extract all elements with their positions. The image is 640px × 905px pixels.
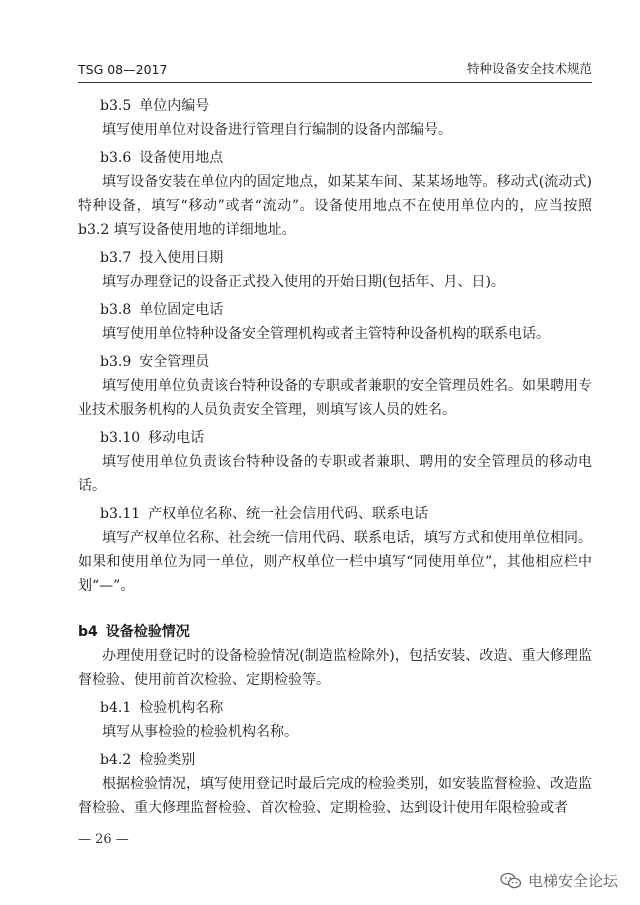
paragraph: 填写使用单位特种设备安全管理机构或者主管特种设备机构的联系电话。 — [102, 326, 550, 342]
page-header — [78, 58, 592, 83]
section-number: b3.11 — [100, 506, 141, 522]
paragraph: 办理使用登记时的设备检验情况(制造监检除外)，包括安装、改造、重大修理监督检验、使用前首次检验、定期检验等。 — [78, 648, 592, 688]
document-body — [78, 94, 592, 824]
paragraph: 填写使用单位负责该台特种设备的专职或者兼职的安全管理员姓名。如果聘用专业技术服务机构的人员负责安全管理，则填写该人员的姓名。 — [78, 378, 592, 418]
standard-code: TSG 08—2017 — [78, 62, 168, 77]
section-title: 单位内编号 — [139, 98, 210, 114]
section-title: 产权单位名称、统一社会信用代码、联系电话 — [148, 506, 429, 522]
section-title: 检验类别 — [139, 752, 196, 768]
section-number: b4 — [78, 624, 98, 640]
section-number: b3.7 — [100, 250, 132, 266]
section-b3-10 — [78, 426, 592, 498]
section-title: 检验机构名称 — [139, 700, 224, 716]
section-b3-11 — [78, 502, 592, 598]
section-b4-1 — [78, 696, 592, 744]
section-title: 设备使用地点 — [139, 150, 224, 166]
section-title: 安全管理员 — [139, 354, 210, 370]
section-number: b4.1 — [100, 700, 132, 716]
section-number: b3.8 — [100, 302, 132, 318]
section-number: b3.5 — [100, 98, 132, 114]
paragraph: 填写从事检验的检验机构名称。 — [102, 724, 298, 740]
section-b3-7 — [78, 246, 592, 294]
section-b4-2 — [78, 748, 592, 820]
section-number: b3.6 — [100, 150, 132, 166]
section-number: b4.2 — [100, 752, 132, 768]
paragraph: 填写使用单位负责该台特种设备的专职或者兼职、聘用的安全管理员的移动电话。 — [78, 454, 592, 494]
section-b3-9 — [78, 350, 592, 422]
paragraph: 填写设备安装在单位内的固定地点，如某某车间、某某场地等。移动式(流动式)特种设备，填写“移动”或者“流动”。设备使用地点不在使用单位内的，应当按照 b3.2 填写设备使用地的详细地址。 — [78, 174, 592, 238]
section-number: b3.9 — [100, 354, 132, 370]
section-b3-5 — [78, 94, 592, 142]
section-b3-6 — [78, 146, 592, 242]
paragraph: 填写产权单位名称、社会统一信用代码、联系电话，填写方式和使用单位相同。如果和使用单位为同一单位，则产权单位一栏中填写“同使用单位”，其他相应栏中划“—”。 — [78, 530, 592, 594]
paragraph: 填写使用单位对设备进行管理自行编制的设备内部编号。 — [102, 122, 452, 138]
paragraph: 填写办理登记的设备正式投入使用的开始日期(包括年、月、日)。 — [102, 274, 505, 290]
section-title: 投入使用日期 — [139, 250, 224, 266]
section-title: 移动电话 — [148, 430, 205, 446]
watermark-text: 电梯安全论坛 — [527, 872, 618, 890]
paragraph: 根据检验情况，填写使用登记时最后完成的检验类别，如安装监督检验、改造监督检验、重大修理监督检验、首次检验、定期检验、达到设计使用年限检验或者 — [78, 776, 592, 816]
standard-title: 特种设备安全技术规范 — [466, 61, 592, 76]
section-number: b3.10 — [100, 430, 141, 446]
page-number: — 26 — — [78, 832, 129, 847]
section-title: 单位固定电话 — [139, 302, 224, 318]
watermark — [500, 870, 618, 891]
wechat-icon — [500, 872, 522, 890]
section-title: 设备检验情况 — [105, 624, 190, 640]
section-b3-8 — [78, 298, 592, 346]
section-b4 — [78, 620, 592, 692]
